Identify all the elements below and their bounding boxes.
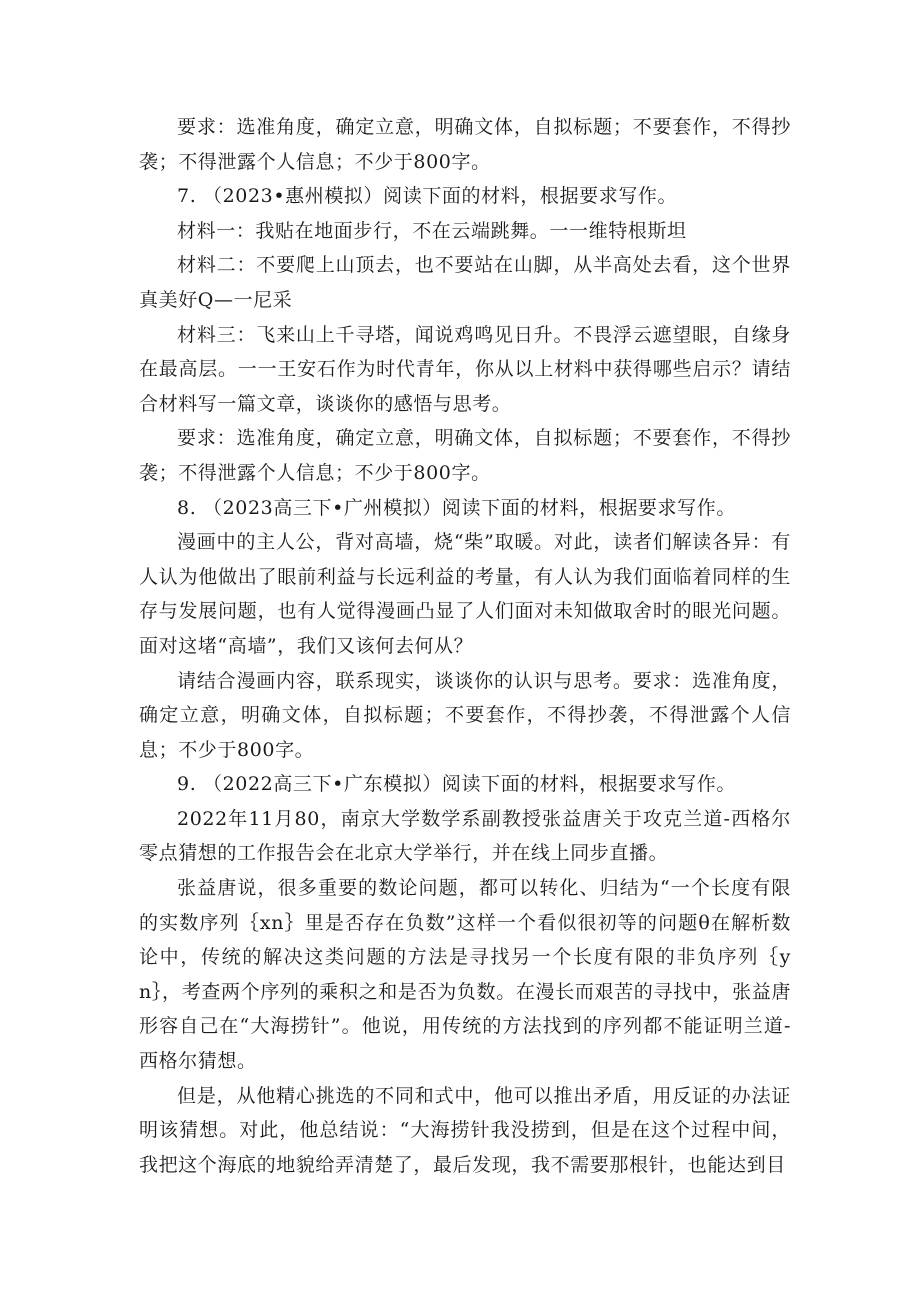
comic-description-paragraph: 漫画中的主人公，背对高墙，烧“柴”取暖。对此，读者们解读各异：有人认为他做出了眼前利益与长远利益的考量，有人认为我们面临着同样的生存与发展问题，也有人觉得漫画凸显了人们面对未知做取舍时的眼光问题。面对这堵“高墙”，我们又该何去何从？ xyxy=(139,531,791,657)
document-page xyxy=(139,110,791,1182)
question-9-heading: 9. （2022高三下•广东模拟）阅读下面的材料，根据要求写作。 xyxy=(177,773,736,796)
material-two-paragraph: 材料二：不要爬上山顶去，也不要站在山脚，从半高处去看，这个世界真美好Q—一尼采 xyxy=(139,254,791,311)
conclusion-paragraph: 但是，从他精心挑选的不同和式中，他可以推出矛盾，用反证的办法证明该猜想。对此，他总结说：“大海捞针我没捞到，但是在这个过程中间，我把这个海底的地貌给弄清楚了，最后发现，我不需要那根针，也能达到目 xyxy=(139,1084,791,1176)
question-8-heading: 8. （2023高三下•广州模拟）阅读下面的材料，根据要求写作。 xyxy=(177,496,736,519)
material-one-paragraph: 材料一：我贴在地面步行，不在云端跳舞。一一维特根斯坦 xyxy=(177,219,687,242)
requirement-paragraph: 要求：选准角度，确定立意，明确文体，自拟标题；不要套作，不得抄袭；不得泄露个人信息；不少于800字。 xyxy=(139,116,791,173)
zhang-quote-paragraph: 张益唐说，很多重要的数论问题，都可以转化、归结为“一个长度有限的实数序列｛xn｝里是否存在负数”这样一个看似很初等的问题θ在解析数论中，传统的解决这类问题的方法是寻找另一个长度有限的非负序列｛yn｝，考查两个序列的乘积之和是否为负数。在漫长而艰苦的寻找中，张益唐形容自己在“大海捞针”。他说，用传统的方法找到的序列都不能证明兰道-西格尔猜想。 xyxy=(139,877,791,1073)
requirement-paragraph: 要求：选准角度，确定立意，明确文体，自拟标题；不要套作，不得抄袭；不得泄露个人信息；不少于800字。 xyxy=(139,427,791,484)
news-paragraph: 2022年11月80，南京大学数学系副教授张益唐关于攻克兰道-西格尔零点猜想的工作报告会在北京大学举行，并在线上同步直播。 xyxy=(139,807,791,865)
question-8-requirement-paragraph: 请结合漫画内容，联系现实，谈谈你的认识与思考。要求：选准角度，确定立意，明确文体，自拟标题；不要套作，不得抄袭，不得泄露个人信息；不少于800字。 xyxy=(139,669,791,761)
question-7-heading: 7. （2023•惠州模拟）阅读下面的材料，根据要求写作。 xyxy=(177,185,678,208)
material-three-paragraph: 材料三：飞来山上千寻塔，闻说鸡鸣见日升。不畏浮云遮望眼，自缘身在最高层。一一王安石作为时代青年，你从以上材料中获得哪些启示？请结合材料写一篇文章，谈谈你的感悟与思考。 xyxy=(139,323,791,415)
